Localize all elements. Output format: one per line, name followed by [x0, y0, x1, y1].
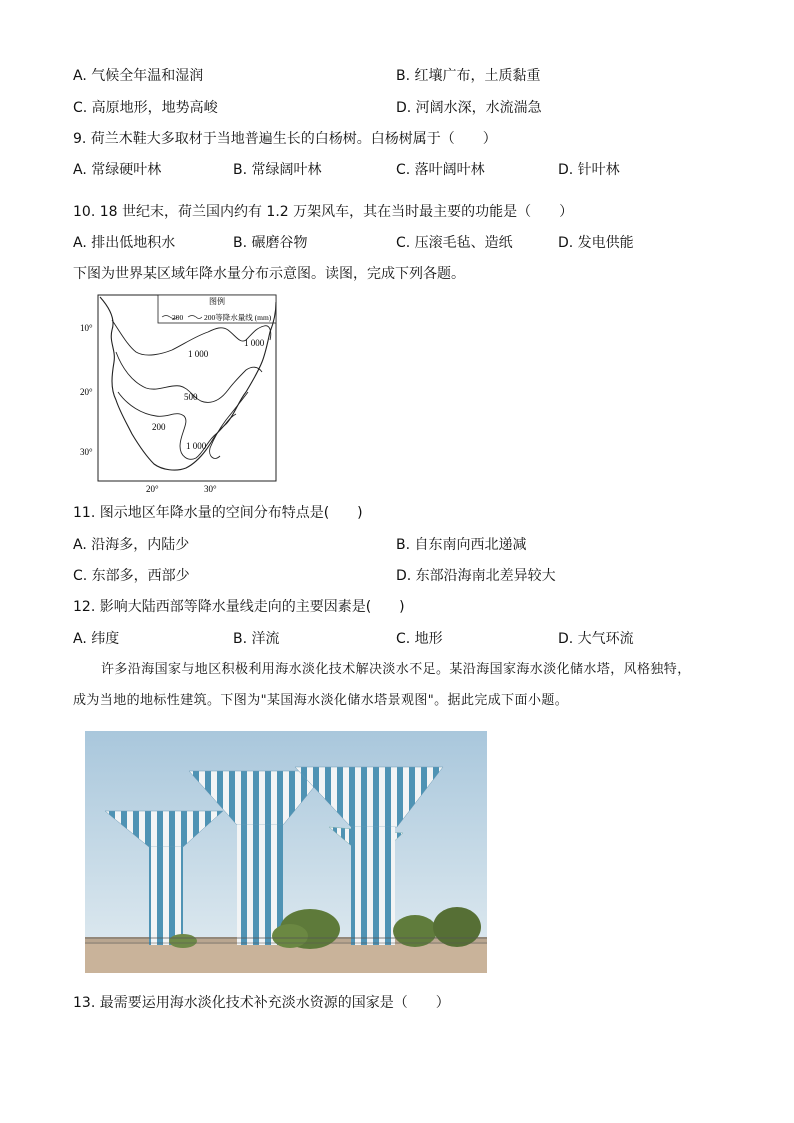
q12-stem: 12. 影响大陆西部等降水量线走向的主要因素是( )	[73, 599, 405, 615]
map-intro: 下图为世界某区域年降水量分布示意图。读图，完成下列各题。	[73, 266, 465, 282]
q10-option-a: A. 排出低地积水	[73, 235, 176, 251]
q8-option-c: C. 高原地形，地势高峻	[73, 100, 218, 116]
legend-sample: 200	[172, 313, 184, 322]
legend-text: 200等降水量线 (mm)	[204, 313, 272, 322]
paragraph-line-1: 许多沿海国家与地区积极利用海水淡化技术解决淡水不足。某沿海国家海水淡化储水塔，风格独特，	[101, 662, 691, 677]
lat-label-30: 30°	[80, 447, 93, 457]
q11-option-d: D. 东部沿海南北差异较大	[396, 568, 556, 584]
q9-option-b: B. 常绿阔叶林	[233, 162, 322, 178]
paragraph-line-2: 成为当地的地标性建筑。下图为"某国海水淡化储水塔景观图"。据此完成下面小题。	[73, 693, 569, 708]
q11-option-a: A. 沿海多，内陆少	[73, 537, 190, 553]
precipitation-map	[76, 292, 286, 498]
q11-option-b: B. 自东南向西北递减	[396, 537, 527, 553]
q9-option-d: D. 针叶林	[558, 162, 620, 178]
q8-option-d: D. 河阔水深，水流湍急	[396, 100, 542, 116]
q12-option-d: D. 大气环流	[558, 631, 634, 647]
q9-option-c: C. 落叶阔叶林	[396, 162, 485, 178]
isoline-label-1000-north: 1 000	[188, 349, 209, 359]
lat-label-10: 10°	[80, 323, 93, 333]
q12-option-a: A. 纬度	[73, 631, 120, 647]
legend-title: 图例	[209, 297, 225, 306]
q9-stem: 9. 荷兰木鞋大多取材于当地普遍生长的白杨树。白杨树属于（ ）	[73, 131, 497, 147]
q12-option-c: C. 地形	[396, 631, 443, 647]
isoline-label-1000-ne: 1 000	[244, 338, 265, 348]
lon-label-30: 30°	[204, 484, 217, 494]
q10-stem: 10. 18 世纪末，荷兰国内约有 1.2 万架风车，其在当时最主要的功能是（ ）	[73, 204, 574, 220]
isoline-label-500: 500	[184, 392, 198, 402]
q10-option-b: B. 碾磨谷物	[233, 235, 308, 251]
water-tower-photo	[85, 731, 487, 973]
q9-option-a: A. 常绿硬叶林	[73, 162, 162, 178]
q13-stem: 13. 最需要运用海水淡化技术补充淡水资源的国家是（ ）	[73, 995, 450, 1011]
q11-stem: 11. 图示地区年降水量的空间分布特点是( )	[73, 505, 363, 521]
isoline-label-200: 200	[152, 422, 166, 432]
lat-label-20: 20°	[80, 387, 93, 397]
isoline-label-1000-se: 1 000	[186, 441, 207, 451]
q11-option-c: C. 东部多，西部少	[73, 568, 190, 584]
lon-label-20: 20°	[146, 484, 159, 494]
q12-option-b: B. 洋流	[233, 631, 280, 647]
q10-option-c: C. 压滚毛毡、造纸	[396, 235, 513, 251]
q10-option-d: D. 发电供能	[558, 235, 634, 251]
q8-option-a: A. 气候全年温和湿润	[73, 68, 204, 84]
q8-option-b: B. 红壤广布，土质黏重	[396, 68, 541, 84]
